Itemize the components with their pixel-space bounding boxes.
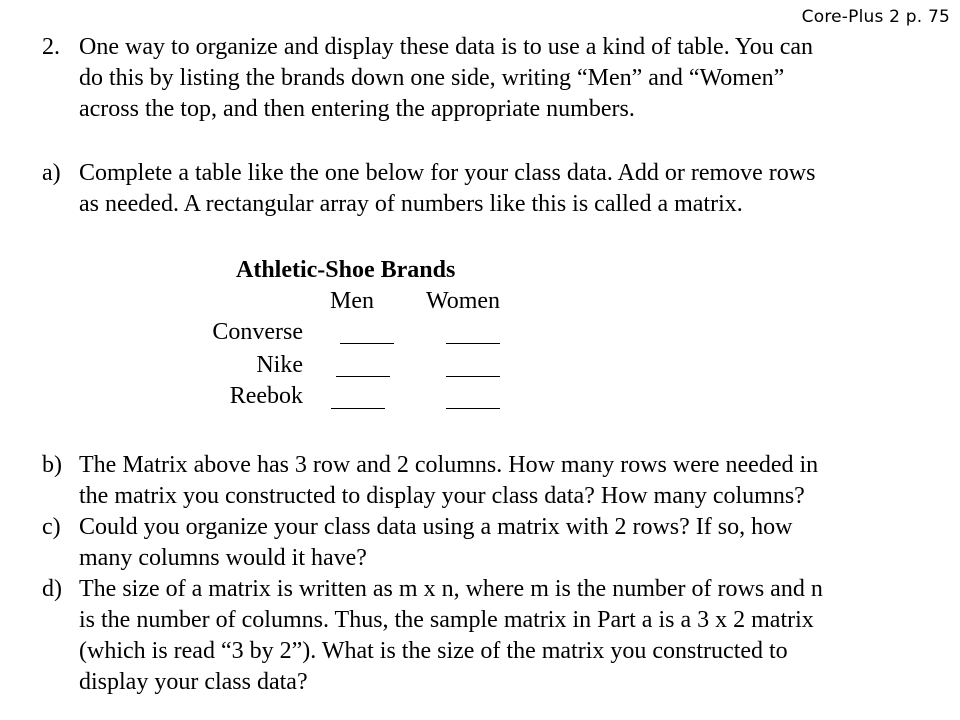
blank-cell — [340, 343, 394, 344]
part-a-marker: a) — [42, 160, 61, 186]
part-b-line: the matrix you constructed to display your class data? How many columns? — [79, 483, 805, 509]
problem-line: across the top, and then entering the appropriate numbers. — [79, 96, 635, 122]
blank-cell — [331, 408, 385, 409]
row-label-nike: Nike — [256, 352, 303, 378]
problem-line: do this by listing the brands down one side, writing “Men” and “Women” — [79, 65, 785, 91]
part-d-line: display your class data? — [79, 669, 308, 695]
table-title: Athletic-Shoe Brands — [236, 257, 456, 283]
row-label-converse: Converse — [212, 319, 303, 345]
part-d-paragraph — [42, 574, 823, 698]
part-b-marker: b) — [42, 452, 62, 478]
problem-2-paragraph — [42, 32, 813, 125]
part-c-line: Could you organize your class data using a matrix with 2 rows? If so, how — [79, 514, 793, 540]
blank-cell — [446, 408, 500, 409]
blank-cell — [446, 343, 500, 344]
part-a-paragraph — [42, 158, 815, 220]
problem-number: 2. — [42, 34, 60, 60]
part-d-line: (which is read “3 by 2”). What is the size of the matrix you constructed to — [79, 638, 788, 664]
part-c-line: many columns would it have? — [79, 545, 367, 571]
column-header-women: Women — [426, 288, 501, 314]
page-reference: Core-Plus 2 p. 75 — [801, 7, 950, 27]
part-a-line: Complete a table like the one below for your class data. Add or remove rows — [79, 160, 816, 186]
part-b-line: The Matrix above has 3 row and 2 columns. How many rows were needed in — [79, 452, 819, 478]
blank-cell — [446, 376, 500, 377]
row-label-reebok: Reebok — [229, 383, 303, 409]
part-c-marker: c) — [42, 514, 61, 540]
blank-cell — [336, 376, 390, 377]
part-d-line: The size of a matrix is written as m x n, where m is the number of rows and n — [79, 576, 823, 602]
part-d-line: is the number of columns. Thus, the sample matrix in Part a is a 3 x 2 matrix — [79, 607, 814, 633]
part-b-paragraph — [42, 450, 818, 512]
part-a-line: as needed. A rectangular array of numbers like this is called a matrix. — [79, 191, 743, 217]
column-header-men: Men — [330, 288, 374, 314]
problem-line: One way to organize and display these data is to use a kind of table. You can — [79, 34, 814, 60]
part-d-marker: d) — [42, 576, 62, 602]
part-c-paragraph — [42, 512, 792, 574]
